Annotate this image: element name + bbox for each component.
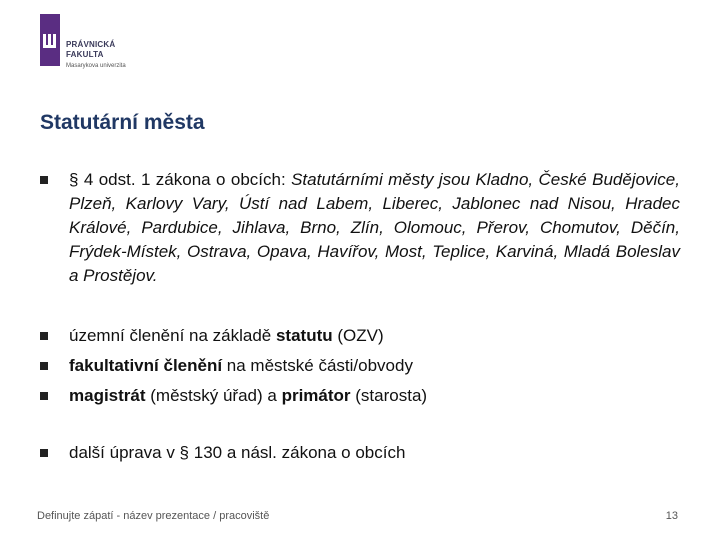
- bullet-text: (OZV): [332, 326, 384, 345]
- logo-line-faculty: FAKULTA: [66, 50, 104, 59]
- bullet-text: na městské části/obvody: [222, 356, 413, 375]
- logo-line-university: Masarykova univerzita: [66, 63, 126, 69]
- bullet-text: územní členění na základě: [69, 326, 276, 345]
- bullet-bold: primátor: [281, 386, 351, 405]
- logo-line-faculty-type: PRÁVNICKÁ: [66, 40, 116, 49]
- bullet-text: (městský úřad) a: [145, 386, 282, 405]
- bullet-text: další úprava v § 130 a násl. zákona o obcích: [69, 443, 406, 462]
- bullet-territorial-division: [40, 324, 680, 348]
- bullet-magistrate: [40, 384, 680, 408]
- bullet-bold: členění: [163, 356, 223, 375]
- bullet-square-icon: [40, 176, 48, 184]
- bullet-bold: magistrát: [69, 386, 146, 405]
- bullet-further-regulation: [40, 441, 680, 465]
- bullet-square-icon: [40, 449, 48, 457]
- bullet-statutory-cities: [40, 168, 680, 288]
- logo-text: [66, 40, 126, 71]
- bullet-bold: statutu: [275, 326, 333, 345]
- page-number: 13: [665, 510, 678, 522]
- bullet-square-icon: [40, 332, 48, 340]
- bullet-optional-division: [40, 354, 680, 378]
- slide-content: [40, 168, 680, 465]
- bullet-bold: fakultativní: [69, 356, 159, 375]
- bullet-cities-list: Statutárními městy jsou Kladno, České Budějovice, Plzeň, Karlovy Vary, Ústí nad Labem, Liberec, Jablonec nad Nisou, Hradec Králové, Pardubice, Jihlava, Brno, Zlín, Olomouc, Přerov, Chomutov, Děčín, Frýdek-Místek, Ostrava, Opava, Havířov, Most, Teplice, Karviná, Mladá Boleslav a Prostějov.: [69, 170, 680, 285]
- slide-title: Statutární města: [40, 111, 205, 134]
- footer-text: Definujte zápatí - název prezentace / pracoviště: [37, 510, 270, 522]
- bullet-text: (starosta): [350, 386, 428, 405]
- faculty-logo: [40, 14, 240, 74]
- logo-mark-icon: [40, 14, 60, 66]
- bullet-square-icon: [40, 362, 48, 370]
- bullet-square-icon: [40, 392, 48, 400]
- bullet-prefix: § 4 odst. 1 zákona o obcích:: [69, 170, 292, 189]
